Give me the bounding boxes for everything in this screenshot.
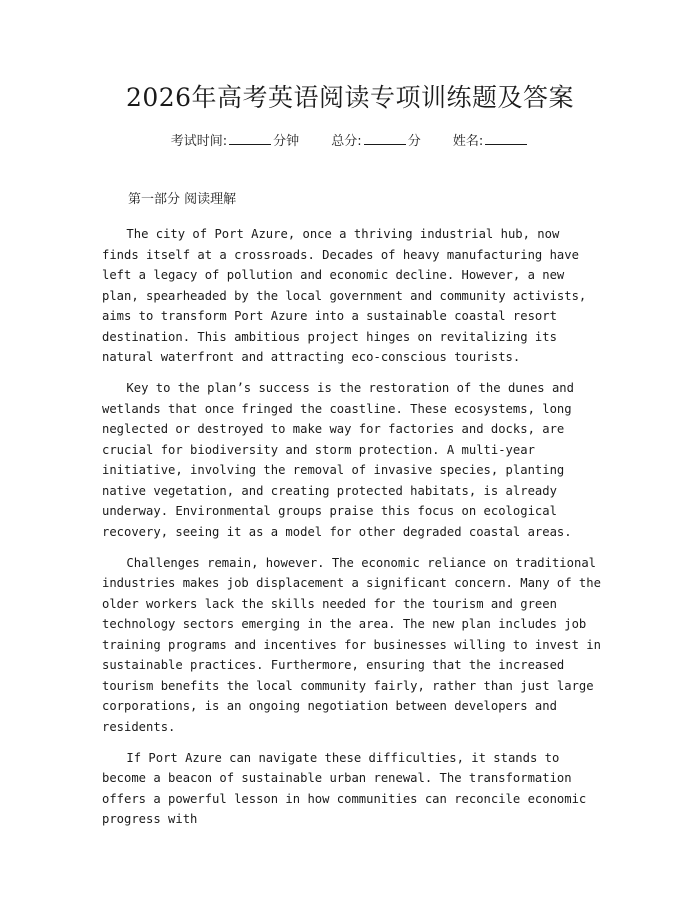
total-score-field	[331, 132, 420, 151]
exam-time-label: 考试时间:	[170, 134, 228, 149]
exam-time-blank[interactable]	[229, 132, 271, 145]
exam-time-unit: 分钟	[273, 134, 300, 149]
passage-paragraph-4: If Port Azure can navigate these difficulties, it stands to become a beacon of sustainable urban renewal. The transformation offers a powerful lesson in how communities can reconcile economic progress with	[102, 750, 587, 826]
passage-paragraph-2: Key to the plan’s success is the restoration of the dunes and wetlands that once fringed the coastline. These ecosystems, long neglected or destroyed to make way for factories and docks, are crucial for biodiversity and storm protection. A multi-year initiative, involving the removal of invasive species, planting native vegetation, and creating protected habitats, is already underway. Environmental groups praise this focus on ecological recovery, seeing it as a model for other degraded coastal areas.	[102, 381, 574, 539]
section-heading: 第一部分 阅读理解	[128, 192, 237, 207]
document-title: 2026年高考英语阅读专项训练题及答案	[125, 83, 575, 112]
student-name-label: 姓名:	[452, 134, 484, 149]
total-score-label: 总分:	[331, 134, 362, 149]
student-name-blank[interactable]	[485, 132, 527, 145]
exam-time-field	[171, 132, 299, 151]
passage-paragraph-1: The city of Port Azure, once a thriving industrial hub, now finds itself at a crossroads. Decades of heavy manufacturing have left a legacy of pollution and economic decline. However, a new plan, spearheaded by the local government and community activists, aims to transform Port Azure into a sustainable coastal resort destination. This ambitious project hinges on revitalizing its natural waterfront and attracting eco-conscious tourists.	[102, 227, 587, 364]
total-score-blank[interactable]	[364, 132, 406, 145]
passage-paragraph-3: Challenges remain, however. The economic reliance on traditional industries makes job displacement a significant concern. Many of the older workers lack the skills needed for the tourism and green technology sectors emerging in the area. The new plan includes job training programs and incentives for businesses willing to invest in sustainable practices. Furthermore, ensuring that the increased tourism benefits the local community fairly, rather than just large corporations, is an ongoing negotiation between developers and residents.	[102, 555, 601, 734]
student-name-field	[453, 132, 529, 151]
total-score-unit: 分	[407, 134, 421, 149]
exam-info-line	[0, 132, 700, 151]
reading-passage	[102, 224, 602, 840]
